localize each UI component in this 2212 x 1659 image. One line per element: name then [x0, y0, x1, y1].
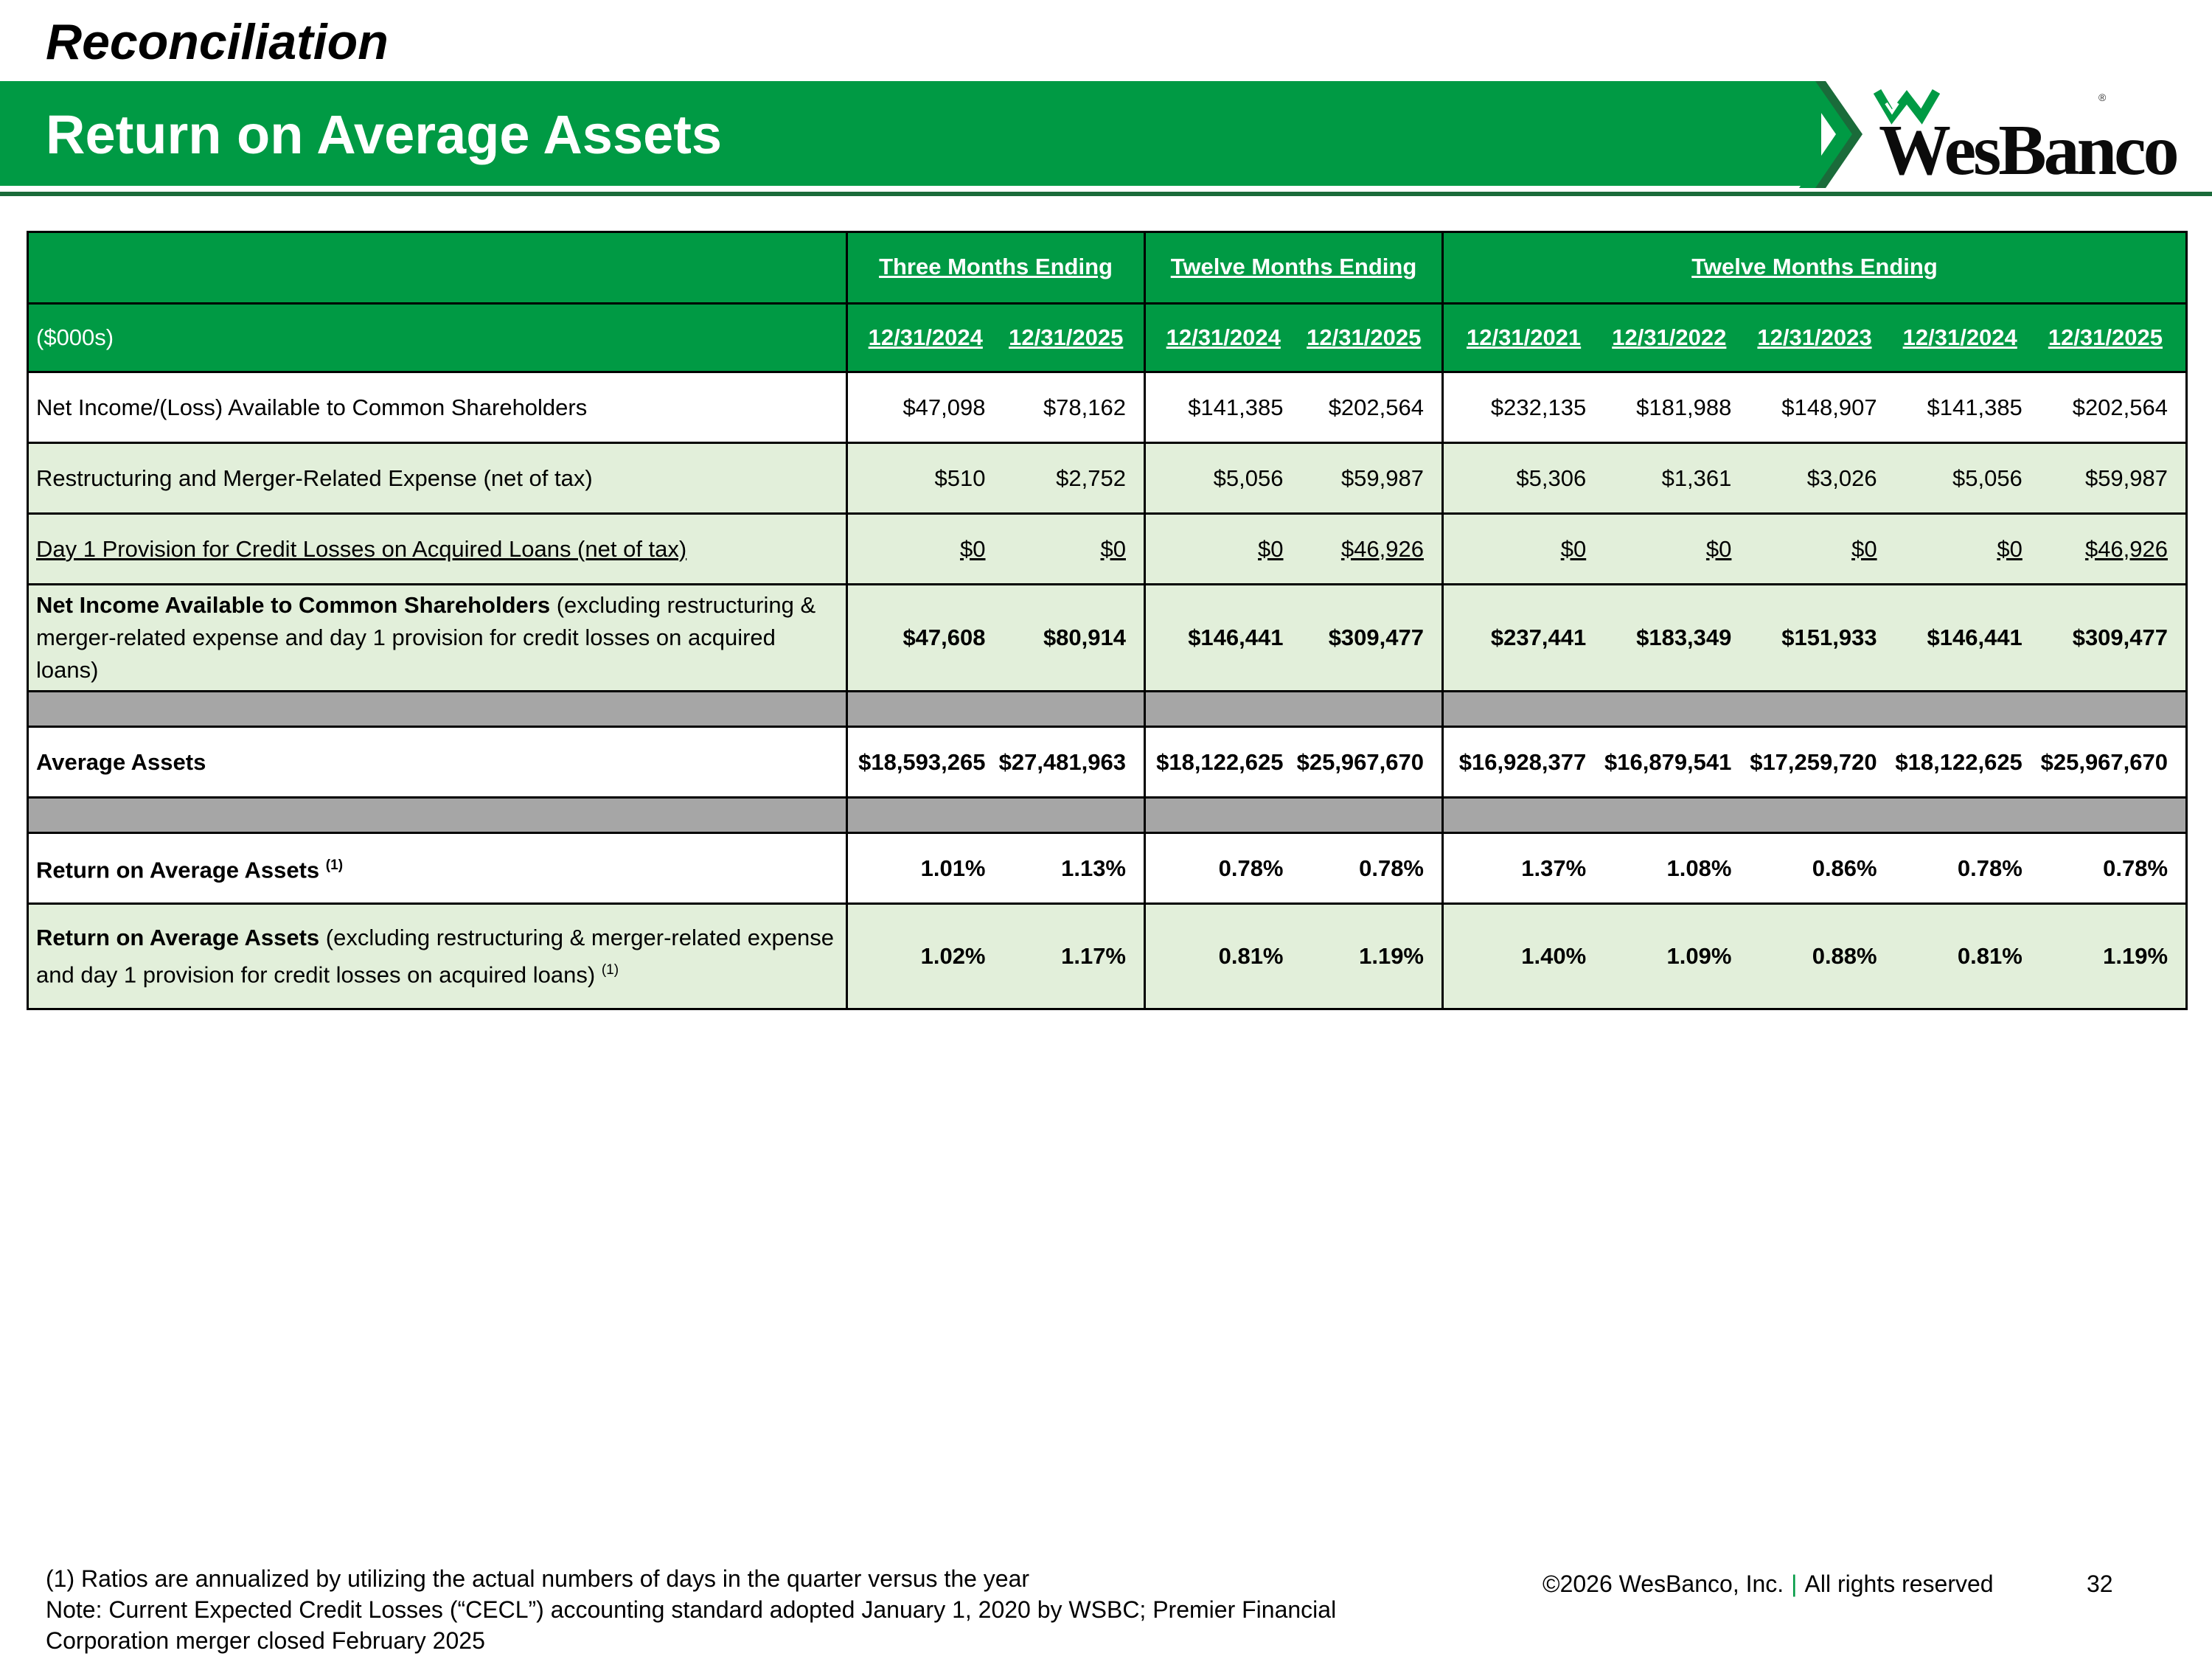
value-cell: $18,593,265 — [858, 748, 986, 775]
date-header: 12/31/2025 — [1307, 324, 1422, 350]
value-cell: $148,907 — [1781, 394, 1877, 420]
unit-label: ($000s) — [28, 304, 847, 372]
value-cell: $0 — [1258, 535, 1284, 562]
date-header: 12/31/2021 — [1467, 324, 1582, 350]
table-row — [28, 443, 2187, 514]
table-row — [28, 904, 2187, 1009]
row-label: Average Assets — [28, 727, 847, 798]
value-cell: $18,122,625 — [1156, 748, 1284, 775]
reconciliation-table — [27, 231, 2188, 1010]
page-number: 32 — [2087, 1571, 2113, 1597]
row-label-rest: (excluding restructuring & merger-related expense and day 1 provision for credit losses on acquired loans) — [36, 924, 835, 988]
footnote-1: (1) Ratios are annualized by utilizing the actual numbers of days in the quarter versus the year — [46, 1565, 1030, 1592]
value-cell: $59,987 — [1340, 465, 1424, 491]
value-cell: $237,441 — [1490, 625, 1587, 650]
logo-registered-mark: ® — [2098, 91, 2107, 103]
value-cell: $146,441 — [1188, 625, 1284, 650]
separator-row — [28, 798, 2187, 833]
row-label: Restructuring and Merger-Related Expense (net of tax) — [28, 443, 847, 514]
section-kicker: Reconciliation — [46, 14, 389, 70]
row-label-bold: Net Income Available to Common Shareholders — [36, 592, 551, 618]
value-cell: 0.81% — [1957, 943, 2023, 969]
value-cell: 1.19% — [2103, 943, 2168, 969]
footnote-marker: (1) — [601, 961, 619, 978]
value-cell: $146,441 — [1927, 625, 2023, 650]
copyright-text: ©2026 WesBanco, Inc. — [1543, 1571, 1784, 1597]
value-cell: $232,135 — [1490, 394, 1587, 420]
value-cell: $181,988 — [1636, 394, 1732, 420]
value-cell: $0 — [1100, 535, 1126, 562]
wesbanco-logo-text: WesBanco — [1879, 111, 2177, 190]
value-cell: 0.81% — [1218, 943, 1284, 969]
footnotes — [46, 1563, 1336, 1656]
row-label-text: Return on Average Assets — [36, 857, 320, 883]
value-cell: $202,564 — [2072, 394, 2168, 420]
value-cell: $5,056 — [1952, 465, 2023, 491]
value-cell: 0.78% — [2103, 855, 2168, 881]
table-row — [28, 833, 2187, 904]
table-row — [28, 372, 2187, 443]
value-cell: 0.78% — [1957, 855, 2023, 881]
date-header: 12/31/2025 — [2048, 324, 2163, 350]
value-cell: $5,056 — [1213, 465, 1284, 491]
value-cell: $510 — [934, 465, 986, 491]
date-header: 12/31/2024 — [868, 324, 983, 350]
row-label — [28, 833, 847, 904]
header-row-dates — [28, 304, 2187, 372]
value-cell: 0.88% — [1812, 943, 1877, 969]
date-header: 12/31/2024 — [1166, 324, 1281, 350]
value-cell: $0 — [1851, 535, 1877, 562]
value-cell: $183,349 — [1636, 625, 1732, 650]
rights-text: All rights reserved — [1804, 1571, 1994, 1597]
value-cell: $25,967,670 — [1296, 748, 1424, 775]
value-cell: 0.78% — [1218, 855, 1284, 881]
value-cell: 1.40% — [1521, 943, 1587, 969]
value-cell: $0 — [1997, 535, 2023, 562]
row-label — [28, 904, 847, 1009]
value-cell: $78,162 — [1043, 394, 1126, 420]
page-title: Return on Average Assets — [46, 104, 723, 165]
value-cell: 1.01% — [920, 855, 986, 881]
value-cell: $202,564 — [1328, 394, 1424, 420]
table-row — [28, 585, 2187, 692]
header-row-groups — [28, 232, 2187, 304]
value-cell: $141,385 — [1188, 394, 1284, 420]
value-cell: 1.02% — [920, 943, 986, 969]
value-cell: $309,477 — [1328, 625, 1424, 650]
value-cell: $3,026 — [1806, 465, 1877, 491]
value-cell: $16,879,541 — [1604, 748, 1732, 775]
footnote-marker: (1) — [325, 858, 344, 874]
value-cell: $80,914 — [1043, 625, 1126, 650]
value-cell: $47,098 — [902, 394, 986, 420]
value-cell: 1.17% — [1061, 943, 1126, 969]
value-cell: 0.78% — [1359, 855, 1424, 881]
value-cell: $0 — [1705, 535, 1732, 562]
date-header: 12/31/2022 — [1612, 324, 1727, 350]
table-row — [28, 514, 2187, 585]
value-cell: $25,967,670 — [2040, 748, 2168, 775]
banner-chevron-icon — [1799, 81, 1865, 188]
value-cell: $59,987 — [2084, 465, 2168, 491]
date-header: 12/31/2025 — [1009, 324, 1124, 350]
value-cell: 1.08% — [1666, 855, 1732, 881]
header-rule — [0, 192, 2212, 196]
value-cell: 1.37% — [1521, 855, 1587, 881]
copyright-separator: | — [1791, 1571, 1798, 1597]
value-cell: $0 — [960, 535, 986, 562]
note-line-2: Corporation merger closed February 2025 — [46, 1627, 485, 1654]
value-cell: $5,306 — [1516, 465, 1587, 491]
copyright — [1543, 1571, 1994, 1598]
value-cell: 0.86% — [1812, 855, 1877, 881]
row-label — [28, 585, 847, 692]
row-label-rest: (excluding restructuring & merger-related expense and day 1 provision for credit losses on acquired loans) — [36, 592, 816, 683]
header-blank — [28, 232, 847, 304]
group-twelve-months: Twelve Months Ending — [1145, 232, 1443, 304]
value-cell: $17,259,720 — [1750, 748, 1877, 775]
table-row — [28, 727, 2187, 798]
value-cell: 1.19% — [1359, 943, 1424, 969]
row-label: Net Income/(Loss) Available to Common Shareholders — [28, 372, 847, 443]
value-cell: 1.09% — [1666, 943, 1732, 969]
value-cell: $151,933 — [1781, 625, 1877, 650]
value-cell: $47,608 — [902, 625, 986, 650]
value-cell: $18,122,625 — [1895, 748, 2023, 775]
group-twelve-months-annual: Twelve Months Ending — [1443, 232, 2187, 304]
group-three-months: Three Months Ending — [847, 232, 1145, 304]
value-cell: $2,752 — [1056, 465, 1126, 491]
row-label-bold: Return on Average Assets — [36, 924, 320, 950]
value-cell: $0 — [1560, 535, 1587, 562]
value-cell: $309,477 — [2072, 625, 2168, 650]
date-header: 12/31/2023 — [1757, 324, 1872, 350]
separator-row — [28, 692, 2187, 727]
value-cell: $46,926 — [1340, 535, 1424, 562]
value-cell: $16,928,377 — [1458, 748, 1587, 775]
date-header: 12/31/2024 — [1902, 324, 2017, 350]
value-cell: $27,481,963 — [998, 748, 1126, 775]
value-cell: $46,926 — [2084, 535, 2168, 562]
row-label: Day 1 Provision for Credit Losses on Acquired Loans (net of tax) — [28, 514, 847, 585]
value-cell: $1,361 — [1661, 465, 1732, 491]
value-cell: $141,385 — [1927, 394, 2023, 420]
note-line-1: Note: Current Expected Credit Losses (“CECL”) accounting standard adopted January 1, 2020 by WSBC; Premier Financial — [46, 1596, 1337, 1623]
value-cell: 1.13% — [1061, 855, 1126, 881]
